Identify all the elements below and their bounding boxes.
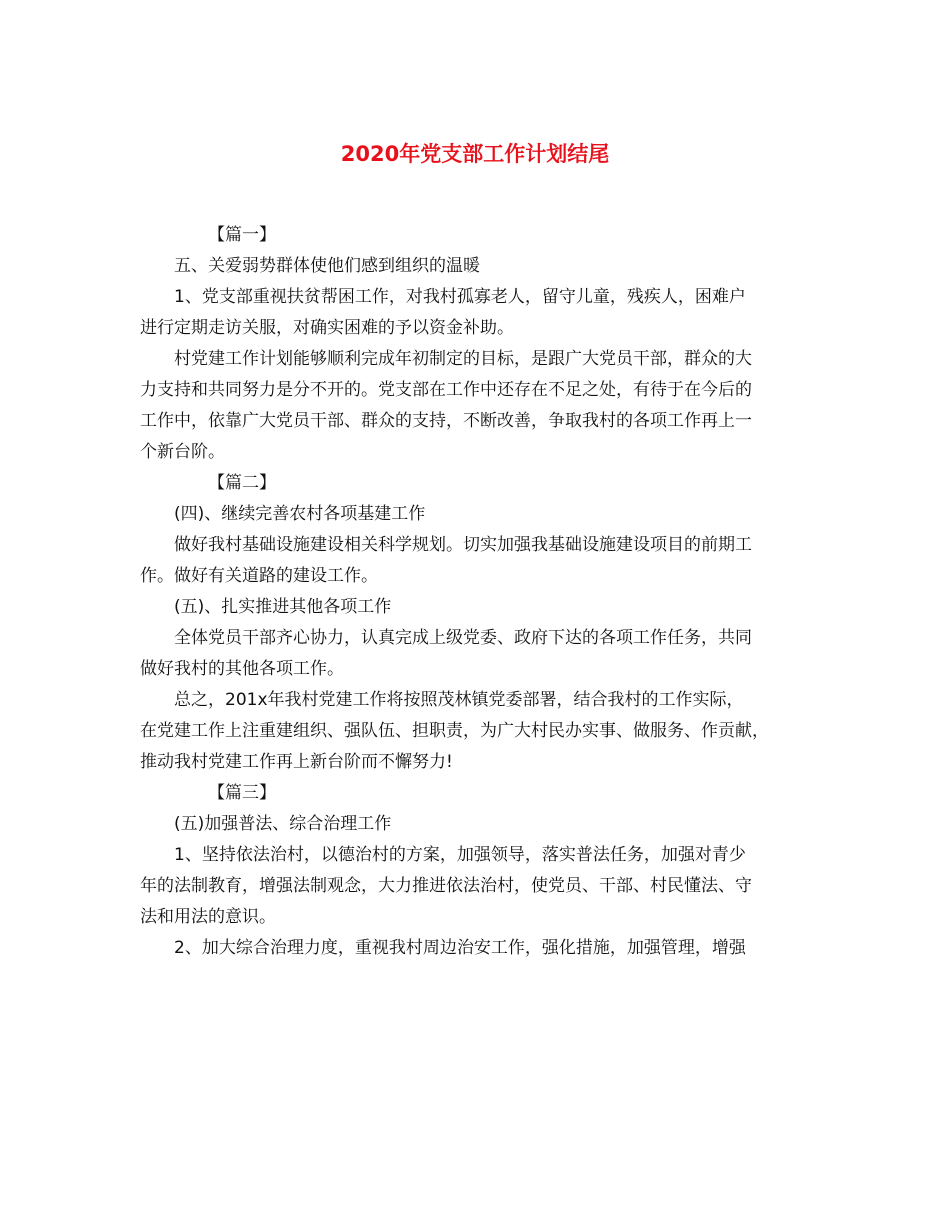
text-line: 个新台阶。 (140, 442, 225, 462)
text-line: 在党建工作上注重建组织、强队伍、担职责，为广大村民办实事、做服务、作贡献， (140, 721, 769, 741)
section-heading (140, 468, 820, 499)
text-line: 进行定期走访关服，对确实困难的予以资金补助。 (140, 318, 514, 338)
document-body (140, 220, 820, 964)
text-line: 【篇一】 (208, 225, 276, 245)
text-line: 1、坚持依法治村，以德治村的方案，加强领导，落实普法任务，加强对青少 (174, 845, 746, 865)
text-line: 五、关爱弱势群体使他们感到组织的温暖 (174, 256, 480, 276)
text-line: 【篇三】 (208, 783, 276, 803)
section-heading (140, 778, 820, 809)
text-line: (五)、扎实推进其他各项工作 (174, 597, 392, 617)
paragraph (140, 809, 820, 840)
paragraph (140, 282, 820, 344)
text-line: 2、加大综合治理力度，重视我村周边治安工作，强化措施，加强管理，增强 (174, 938, 746, 958)
text-line: 全体党员干部齐心协力，认真完成上级党委、政府下达的各项工作任务，共同 (174, 628, 752, 648)
text-line: 做好我村的其他各项工作。 (140, 659, 344, 679)
paragraph (140, 251, 820, 282)
text-line: (四)、继续完善农村各项基建工作 (174, 504, 426, 524)
page-title: 2020年党支部工作计划结尾 (340, 142, 610, 166)
text-line: 做好我村基础设施建设相关科学规划。切实加强我基础设施建设项目的前期工 (174, 535, 752, 555)
paragraph (140, 840, 820, 933)
section-heading (140, 220, 820, 251)
paragraph (140, 623, 820, 685)
text-line: 法和用法的意识。 (140, 907, 276, 927)
paragraph (140, 344, 820, 468)
paragraph (140, 592, 820, 623)
text-line: 村党建工作计划能够顺利完成年初制定的目标，是跟广大党员干部，群众的大 (174, 349, 752, 369)
text-line: 推动我村党建工作再上新台阶而不懈努力! (140, 752, 453, 772)
text-line: (五)加强普法、综合治理工作 (174, 814, 392, 834)
text-line: 作。做好有关道路的建设工作。 (140, 566, 378, 586)
text-line: 总之，201x年我村党建工作将按照茂林镇党委部署，结合我村的工作实际， (174, 690, 744, 710)
paragraph (140, 530, 820, 592)
paragraph (140, 933, 820, 964)
text-line: 工作中，依靠广大党员干部、群众的支持，不断改善，争取我村的各项工作再上一 (140, 411, 752, 431)
text-line: 【篇二】 (208, 473, 276, 493)
text-line: 1、党支部重视扶贫帮困工作，对我村孤寡老人，留守儿童，残疾人，困难户 (174, 287, 746, 307)
text-line: 年的法制教育，增强法制观念，大力推进依法治村，使党员、干部、村民懂法、守 (140, 876, 752, 896)
text-line: 力支持和共同努力是分不开的。党支部在工作中还存在不足之处，有待于在今后的 (140, 380, 752, 400)
paragraph (140, 499, 820, 530)
paragraph (140, 685, 820, 778)
